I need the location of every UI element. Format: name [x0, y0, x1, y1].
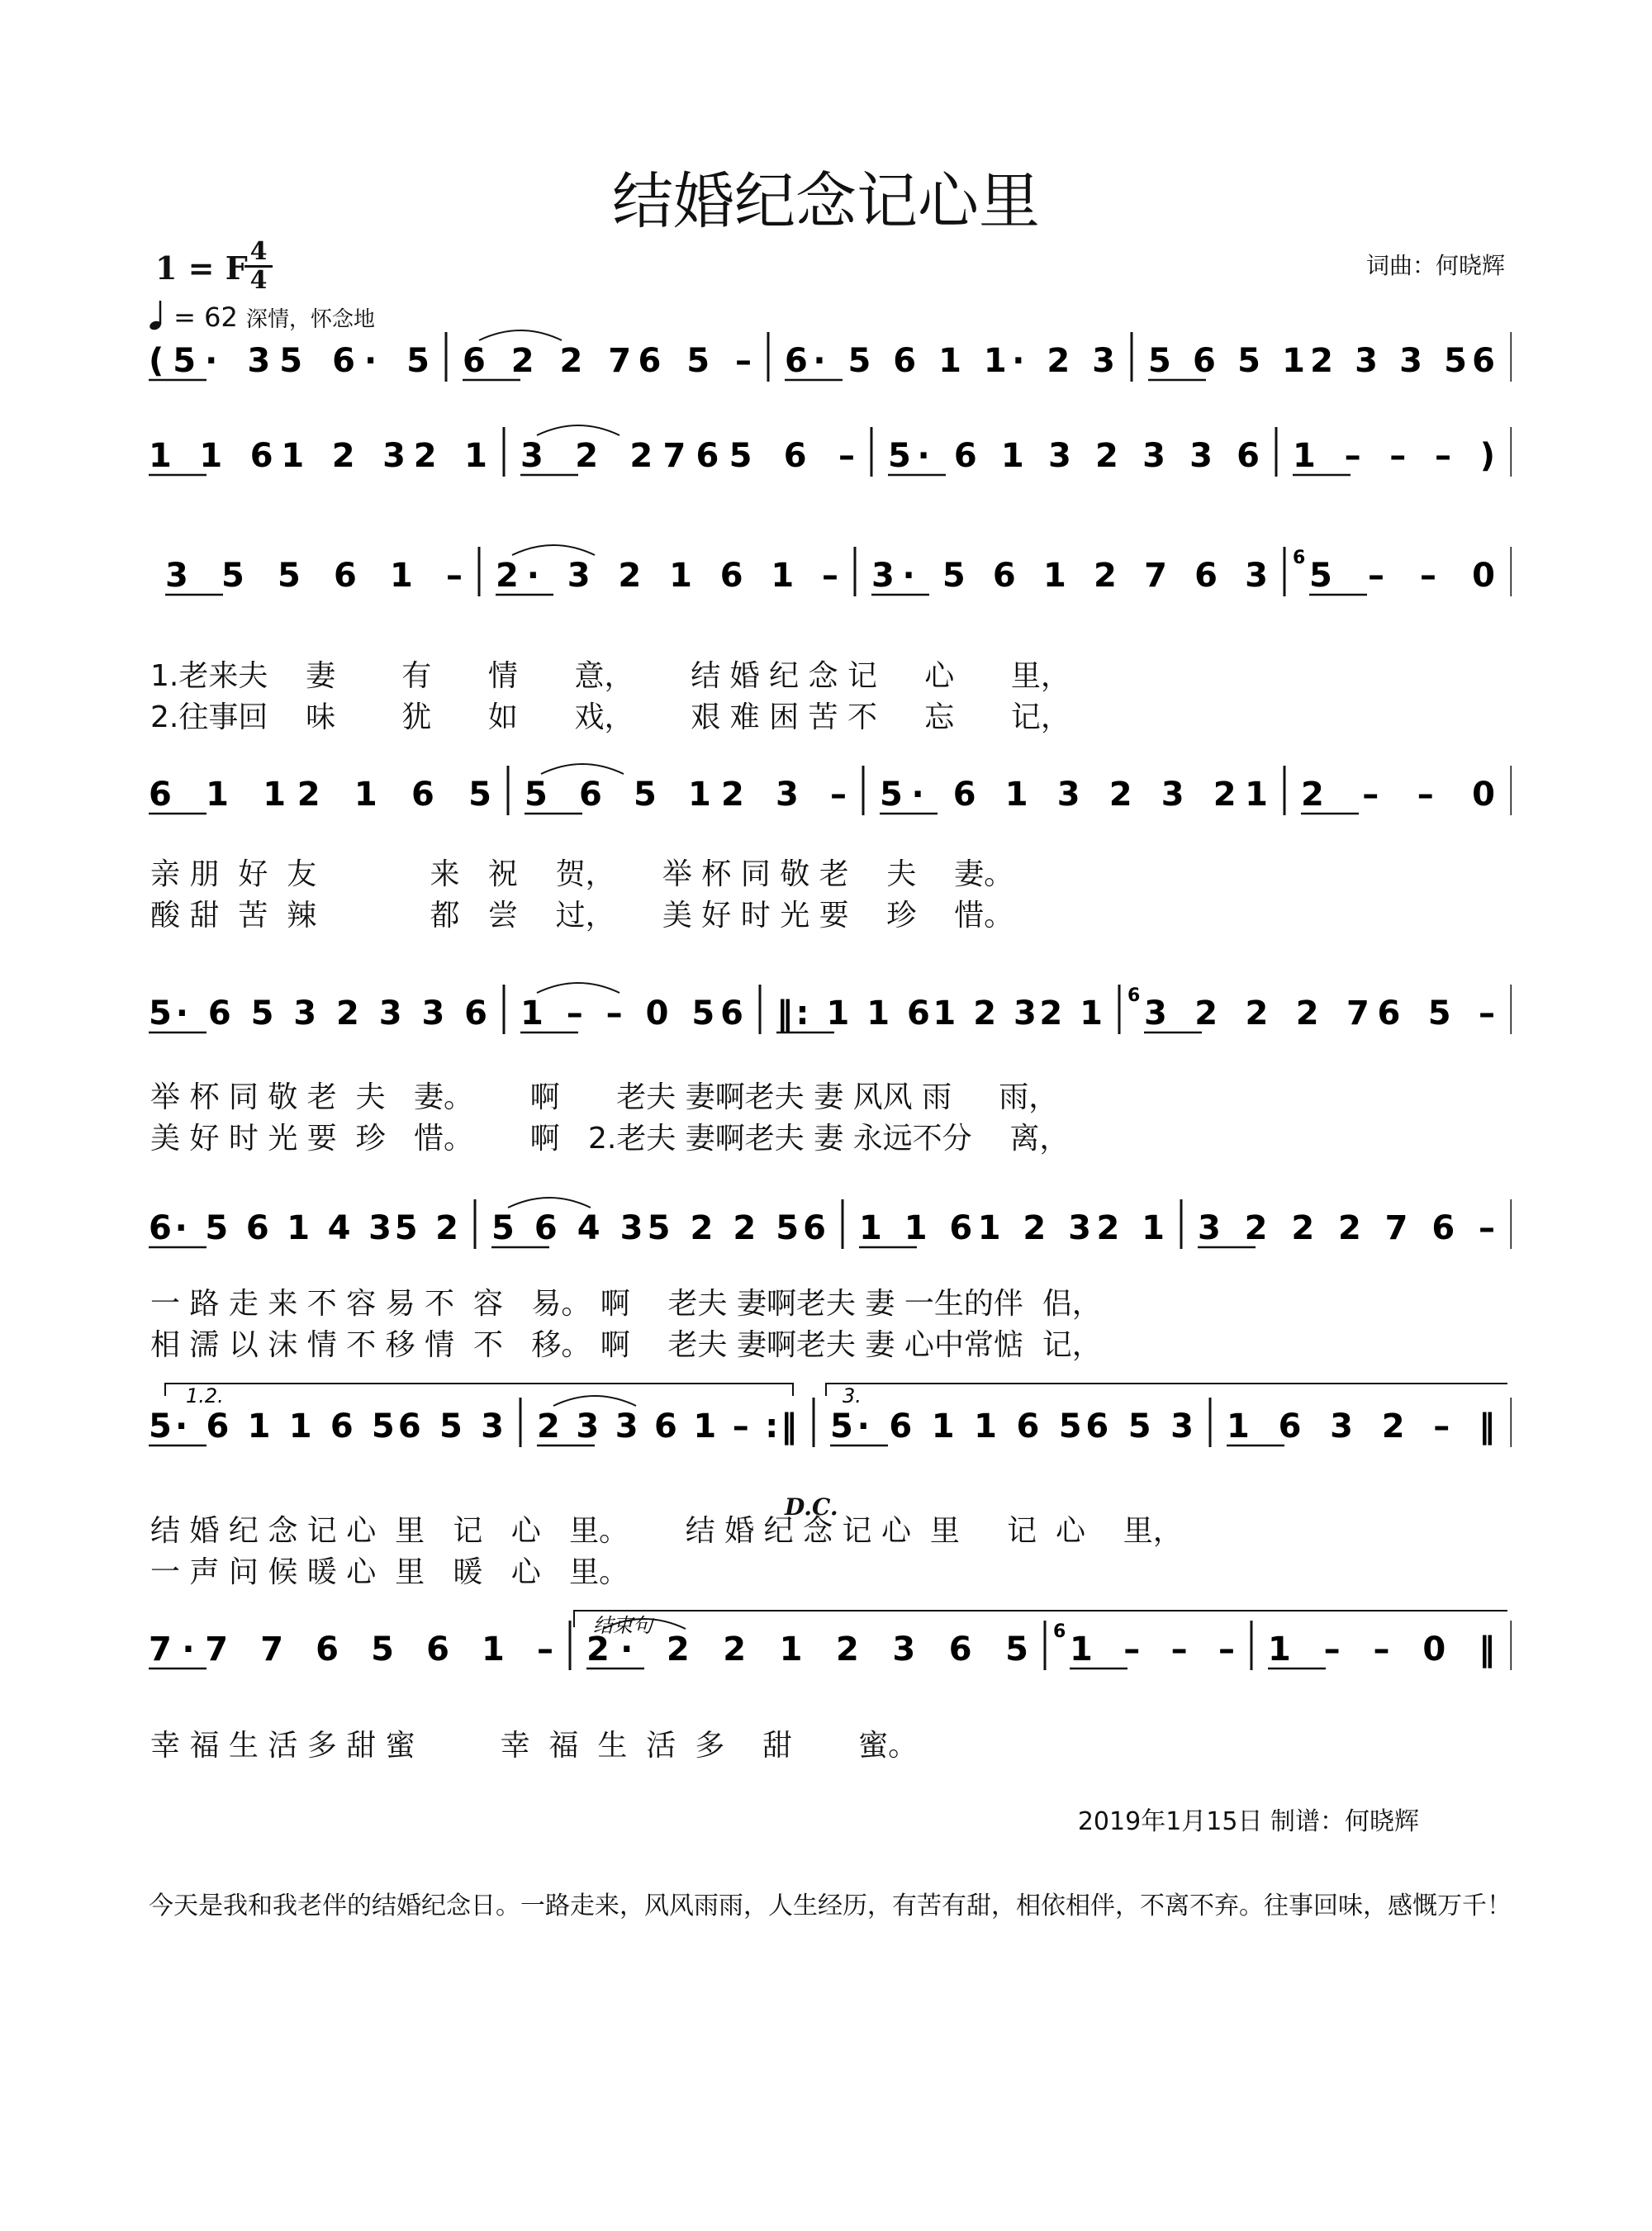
slur-mark [537, 425, 620, 435]
measure-notes: 2· 2 2 1 2 3 6 5 [586, 1631, 1028, 1669]
measure-notes: 3 5 5 6 1 – [165, 557, 463, 595]
da-capo-mark: D.C. [785, 1493, 838, 1521]
measure-notes: 3 2 2765 6 – [520, 437, 855, 475]
time-signature-bottom: 4 [249, 266, 268, 295]
author-note: 今天是我和我老伴的结婚纪念日。一路走来，风风雨雨，人生经历，有苦有甜，相依相伴，不离不弃。往事回味，感慨万千！ [149, 1892, 1512, 1920]
measure-notes: 6 2 2 76 5 – [463, 342, 752, 380]
measure-notes: 5 – – 0 [1309, 557, 1495, 595]
measure-notes: 5· 6 1 3 2 3 21 [880, 776, 1268, 814]
slur-mark [479, 330, 562, 340]
stave-row [140, 1173, 1512, 1280]
lyric-line: 1.老来夫 妻 有 情 意， 结 婚 纪 念 记 心 里， [150, 659, 1070, 693]
lyric-line: 一 路 走 来 不 容 易 不 容 易。 啊 老夫 妻啊老夫 妻 一生的伴 侣， [150, 1287, 1102, 1321]
stave-row [140, 306, 1512, 413]
measure-notes: 1 – – 0 56 [520, 994, 743, 1032]
measure-notes: 5 6 4 35 2 2 56 [491, 1209, 826, 1247]
stave-row [140, 1371, 1512, 1479]
stave-row [140, 958, 1512, 1066]
measure-notes: 5 6 5 12 3 – [525, 776, 847, 814]
lyric-line: 一 声 问 候 暖 心 里 暖 心 里。 [150, 1555, 629, 1589]
time-signature [244, 237, 273, 295]
stave-row [140, 1594, 1512, 1702]
date-and-arranger: 2019年1月15日 制谱：何晓辉 [1077, 1807, 1419, 1836]
volta-bracket-2 [826, 1384, 1507, 1396]
measure-notes: 6· 5 6 1 4 35 2 [149, 1209, 458, 1247]
measure-notes: 6· 5 6 1 1· 2 3 [785, 342, 1115, 380]
stave-row [140, 401, 1512, 508]
measure-notes: 5· 6 1 1 6 56 5 3 [830, 1407, 1194, 1445]
page-title: 结婚纪念记心里 [612, 166, 1040, 237]
tempo-bpm: = 62 [173, 301, 238, 333]
time-signature-top: 4 [249, 237, 268, 266]
key-signature: 1 = F [155, 249, 248, 287]
slur-mark [541, 764, 624, 774]
measure-notes: 2· 3 2 1 6 1 – [496, 557, 838, 595]
measure-notes: 1 1 61 2 32 1 [149, 437, 487, 475]
lyric-line: 幸 福 生 活 多 甜 蜜 幸 福 生 活 多 甜 蜜。 [150, 1729, 919, 1763]
lyric-line: 美 好 时 光 要 珍 惜。 啊 2.老夫 妻啊老夫 妻 永远不分 离， [150, 1122, 1070, 1156]
measure-notes: 3· 5 6 1 2 7 6 3 [871, 557, 1268, 595]
measure-notes: 1 – – 0 ‖ [1268, 1631, 1495, 1669]
measure-notes: ‖: 1 1 61 2 32 1 [776, 994, 1103, 1032]
ending-label: 结束句 [593, 1614, 653, 1637]
measure-notes: 5· 6 5 3 2 3 3 6 [149, 994, 487, 1032]
lyric-line: 2.往事回 味 犹 如 戏， 艰 难 困 苦 不 忘 记， [150, 700, 1070, 734]
measure-notes: 2 3 3 6 1 – :‖ [537, 1407, 797, 1445]
measure-notes: 3 2 2 2 7 6 – [1198, 1209, 1495, 1247]
lyric-line: 举 杯 同 敬 老 夫 妻。 啊 老夫 妻啊老夫 妻 风风 雨 雨， [150, 1080, 1059, 1114]
measure-notes: 1 6 3 2 – ‖ [1227, 1407, 1495, 1445]
lyric-line: 相 濡 以 沫 情 不 移 情 不 移。 啊 老夫 妻啊老夫 妻 心中常惦 记， [150, 1328, 1102, 1362]
volta-label-1: 1.2. [186, 1384, 224, 1407]
tempo-expression: 深情，怀念地 [246, 307, 376, 332]
measure-notes: 1 1 61 2 32 1 [859, 1209, 1165, 1247]
measure-notes: 5 6 5 12 3 3 56 [1148, 342, 1495, 380]
measure-notes: 1 – – – [1070, 1631, 1235, 1669]
composer-credit: 词曲：何晓辉 [1365, 252, 1505, 279]
measure-notes: 5· 6 1 1 6 56 5 3 [149, 1407, 504, 1445]
measure-notes: 7·7 7 6 5 6 1 – [149, 1631, 553, 1669]
measure-notes: (5· 35 6· 5 [149, 342, 430, 380]
lyric-line: 酸 甜 苦 辣 都 尝 过， 美 好 时 光 要 珍 惜。 [150, 899, 1014, 933]
measure-notes: 3 2 2 2 76 5 – [1144, 994, 1495, 1032]
volta-label-2: 3. [843, 1384, 862, 1407]
slur-mark [553, 1396, 636, 1406]
slur-mark [508, 1198, 591, 1208]
key-change-sign: 6 [1127, 985, 1141, 1006]
measure-notes: 1 – – – ) [1293, 437, 1495, 475]
stave-row [140, 520, 1512, 628]
ending-bracket [574, 1611, 1507, 1627]
stave-row [140, 739, 1512, 847]
measure-notes: 6 1 12 1 6 5 [149, 776, 491, 814]
key-change-sign: 6 [1053, 1621, 1066, 1642]
key-change-sign: 6 [1293, 548, 1306, 568]
slur-mark [512, 545, 595, 555]
volta-bracket-1 [165, 1384, 793, 1396]
measure-notes: 5· 6 1 3 2 3 3 6 [888, 437, 1260, 475]
measure-notes: 2 – – 0 [1301, 776, 1495, 814]
lyric-line: 结 婚 纪 念 记 心 里 记 心 里。 结 婚 纪 念 记 心 里 记 心 里， [150, 1514, 1183, 1548]
slur-mark [537, 983, 620, 993]
lyric-line: 亲 朋 好 友 来 祝 贺， 举 杯 同 敬 老 夫 妻。 [150, 857, 1014, 891]
